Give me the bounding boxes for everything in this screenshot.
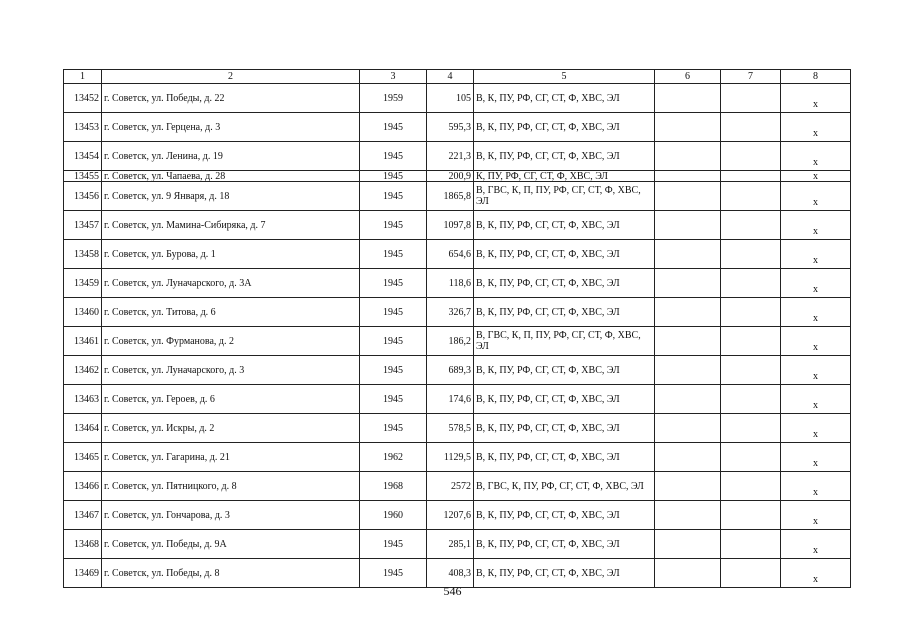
area-cell: 408,3	[427, 559, 474, 588]
area-cell: 654,6	[427, 240, 474, 269]
col6-cell	[655, 142, 721, 171]
table-row	[64, 182, 851, 211]
year-cell: 1945	[360, 171, 427, 182]
column-header: 8	[781, 70, 851, 84]
elements-cell: В, К, ПУ, РФ, СГ, СТ, Ф, ХВС, ЭЛ	[474, 501, 655, 530]
col6-cell	[655, 327, 721, 356]
year-cell: 1945	[360, 211, 427, 240]
elements-cell: В, К, ПУ, РФ, СГ, СТ, Ф, ХВС, ЭЛ	[474, 113, 655, 142]
row-number: 13452	[64, 84, 102, 113]
table-row	[64, 240, 851, 269]
col6-cell	[655, 240, 721, 269]
row-number: 13457	[64, 211, 102, 240]
row-number: 13465	[64, 443, 102, 472]
elements-cell: В, К, ПУ, РФ, СГ, СТ, Ф, ХВС, ЭЛ	[474, 142, 655, 171]
address-cell: г. Советск, ул. Мамина-Сибиряка, д. 7	[102, 211, 360, 240]
col6-cell	[655, 443, 721, 472]
table-row	[64, 414, 851, 443]
area-cell: 285,1	[427, 530, 474, 559]
table-row	[64, 211, 851, 240]
address-cell: г. Советск, ул. Луначарского, д. 3А	[102, 269, 360, 298]
year-cell: 1945	[360, 530, 427, 559]
housing-register-table	[63, 69, 851, 588]
mark-cell: х	[781, 113, 851, 142]
address-cell: г. Советск, ул. Ленина, д. 19	[102, 142, 360, 171]
col6-cell	[655, 414, 721, 443]
row-number: 13458	[64, 240, 102, 269]
column-header: 2	[102, 70, 360, 84]
column-header: 4	[427, 70, 474, 84]
mark-cell: х	[781, 501, 851, 530]
area-cell: 105	[427, 84, 474, 113]
address-cell: г. Советск, ул. Искры, д. 2	[102, 414, 360, 443]
row-number: 13456	[64, 182, 102, 211]
col7-cell	[721, 142, 781, 171]
col7-cell	[721, 211, 781, 240]
column-header: 5	[474, 70, 655, 84]
col6-cell	[655, 269, 721, 298]
mark-cell: х	[781, 472, 851, 501]
mark-cell: х	[781, 269, 851, 298]
year-cell: 1945	[360, 269, 427, 298]
table-row	[64, 171, 851, 182]
year-cell: 1945	[360, 327, 427, 356]
col7-cell	[721, 113, 781, 142]
elements-cell: В, К, ПУ, РФ, СГ, СТ, Ф, ХВС, ЭЛ	[474, 559, 655, 588]
elements-cell: В, К, ПУ, РФ, СГ, СТ, Ф, ХВС, ЭЛ	[474, 298, 655, 327]
row-number: 13453	[64, 113, 102, 142]
column-header: 1	[64, 70, 102, 84]
area-cell: 578,5	[427, 414, 474, 443]
table-row	[64, 142, 851, 171]
year-cell: 1945	[360, 113, 427, 142]
address-cell: г. Советск, ул. Фурманова, д. 2	[102, 327, 360, 356]
col7-cell	[721, 171, 781, 182]
col7-cell	[721, 530, 781, 559]
col6-cell	[655, 84, 721, 113]
area-cell: 186,2	[427, 327, 474, 356]
address-cell: г. Советск, ул. Гагарина, д. 21	[102, 443, 360, 472]
row-number: 13459	[64, 269, 102, 298]
mark-cell: х	[781, 327, 851, 356]
table-row	[64, 269, 851, 298]
elements-cell: В, ГВС, К, П, ПУ, РФ, СГ, СТ, Ф, ХВС, ЭЛ	[474, 327, 655, 356]
address-cell: г. Советск, ул. Луначарского, д. 3	[102, 356, 360, 385]
row-number: 13464	[64, 414, 102, 443]
row-number: 13462	[64, 356, 102, 385]
table-row	[64, 113, 851, 142]
area-cell: 595,3	[427, 113, 474, 142]
elements-cell: В, К, ПУ, РФ, СГ, СТ, Ф, ХВС, ЭЛ	[474, 530, 655, 559]
page-number: 546	[443, 584, 462, 598]
area-cell: 1207,6	[427, 501, 474, 530]
year-cell: 1945	[360, 142, 427, 171]
elements-cell: В, К, ПУ, РФ, СГ, СТ, Ф, ХВС, ЭЛ	[474, 211, 655, 240]
col6-cell	[655, 356, 721, 385]
year-cell: 1960	[360, 501, 427, 530]
elements-cell: В, К, ПУ, РФ, СГ, СТ, Ф, ХВС, ЭЛ	[474, 385, 655, 414]
elements-cell: В, ГВС, К, П, ПУ, РФ, СГ, СТ, Ф, ХВС, ЭЛ	[474, 182, 655, 211]
mark-cell: х	[781, 530, 851, 559]
row-number: 13468	[64, 530, 102, 559]
table-row	[64, 385, 851, 414]
row-number: 13455	[64, 171, 102, 182]
year-cell: 1945	[360, 356, 427, 385]
col6-cell	[655, 501, 721, 530]
address-cell: г. Советск, ул. Пятницкого, д. 8	[102, 472, 360, 501]
elements-cell: К, ПУ, РФ, СГ, СТ, Ф, ХВС, ЭЛ	[474, 171, 655, 182]
mark-cell: х	[781, 171, 851, 182]
mark-cell: х	[781, 443, 851, 472]
col6-cell	[655, 182, 721, 211]
address-cell: г. Советск, ул. Победы, д. 8	[102, 559, 360, 588]
table-row	[64, 472, 851, 501]
area-cell: 689,3	[427, 356, 474, 385]
mark-cell: х	[781, 414, 851, 443]
year-cell: 1968	[360, 472, 427, 501]
elements-cell: В, К, ПУ, РФ, СГ, СТ, Ф, ХВС, ЭЛ	[474, 356, 655, 385]
row-number: 13463	[64, 385, 102, 414]
mark-cell: х	[781, 559, 851, 588]
elements-cell: В, К, ПУ, РФ, СГ, СТ, Ф, ХВС, ЭЛ	[474, 240, 655, 269]
address-cell: г. Советск, ул. Титова, д. 6	[102, 298, 360, 327]
table-row	[64, 356, 851, 385]
row-number: 13461	[64, 327, 102, 356]
col7-cell	[721, 414, 781, 443]
mark-cell: х	[781, 356, 851, 385]
area-cell: 326,7	[427, 298, 474, 327]
year-cell: 1945	[360, 182, 427, 211]
mark-cell: х	[781, 182, 851, 211]
year-cell: 1945	[360, 414, 427, 443]
col6-cell	[655, 113, 721, 142]
year-cell: 1959	[360, 84, 427, 113]
address-cell: г. Советск, ул. 9 Января, д. 18	[102, 182, 360, 211]
address-cell: г. Советск, ул. Герцена, д. 3	[102, 113, 360, 142]
row-number: 13469	[64, 559, 102, 588]
address-cell: г. Советск, ул. Победы, д. 22	[102, 84, 360, 113]
address-cell: г. Советск, ул. Бурова, д. 1	[102, 240, 360, 269]
col7-cell	[721, 472, 781, 501]
col7-cell	[721, 269, 781, 298]
column-header: 7	[721, 70, 781, 84]
mark-cell: х	[781, 385, 851, 414]
mark-cell: х	[781, 298, 851, 327]
col6-cell	[655, 472, 721, 501]
mark-cell: х	[781, 211, 851, 240]
area-cell: 1097,8	[427, 211, 474, 240]
area-cell: 1129,5	[427, 443, 474, 472]
col6-cell	[655, 530, 721, 559]
address-cell: г. Советск, ул. Чапаева, д. 28	[102, 171, 360, 182]
year-cell: 1945	[360, 385, 427, 414]
row-number: 13454	[64, 142, 102, 171]
col7-cell	[721, 298, 781, 327]
mark-cell: х	[781, 240, 851, 269]
table-row	[64, 84, 851, 113]
year-cell: 1945	[360, 298, 427, 327]
elements-cell: В, К, ПУ, РФ, СГ, СТ, Ф, ХВС, ЭЛ	[474, 414, 655, 443]
elements-cell: В, К, ПУ, РФ, СГ, СТ, Ф, ХВС, ЭЛ	[474, 443, 655, 472]
col7-cell	[721, 356, 781, 385]
col6-cell	[655, 298, 721, 327]
area-cell: 118,6	[427, 269, 474, 298]
col7-cell	[721, 501, 781, 530]
address-cell: г. Советск, ул. Героев, д. 6	[102, 385, 360, 414]
area-cell: 221,3	[427, 142, 474, 171]
col6-cell	[655, 171, 721, 182]
mark-cell: х	[781, 84, 851, 113]
col6-cell	[655, 385, 721, 414]
area-cell: 174,6	[427, 385, 474, 414]
col7-cell	[721, 240, 781, 269]
col7-cell	[721, 327, 781, 356]
address-cell: г. Советск, ул. Победы, д. 9А	[102, 530, 360, 559]
col7-cell	[721, 84, 781, 113]
year-cell: 1962	[360, 443, 427, 472]
area-cell: 200,9	[427, 171, 474, 182]
row-number: 13467	[64, 501, 102, 530]
mark-cell: х	[781, 142, 851, 171]
row-number: 13466	[64, 472, 102, 501]
column-header: 6	[655, 70, 721, 84]
elements-cell: В, ГВС, К, ПУ, РФ, СГ, СТ, Ф, ХВС, ЭЛ	[474, 472, 655, 501]
column-header-row	[64, 70, 851, 84]
col6-cell	[655, 211, 721, 240]
elements-cell: В, К, ПУ, РФ, СГ, СТ, Ф, ХВС, ЭЛ	[474, 84, 655, 113]
table-row	[64, 501, 851, 530]
table-row	[64, 327, 851, 356]
area-cell: 1865,8	[427, 182, 474, 211]
col7-cell	[721, 385, 781, 414]
address-cell: г. Советск, ул. Гончарова, д. 3	[102, 501, 360, 530]
table-row	[64, 530, 851, 559]
row-number: 13460	[64, 298, 102, 327]
table-row	[64, 443, 851, 472]
year-cell: 1945	[360, 240, 427, 269]
year-cell: 1945	[360, 559, 427, 588]
col7-cell	[721, 182, 781, 211]
area-cell: 2572	[427, 472, 474, 501]
column-header: 3	[360, 70, 427, 84]
table-row	[64, 298, 851, 327]
col7-cell	[721, 443, 781, 472]
elements-cell: В, К, ПУ, РФ, СГ, СТ, Ф, ХВС, ЭЛ	[474, 269, 655, 298]
